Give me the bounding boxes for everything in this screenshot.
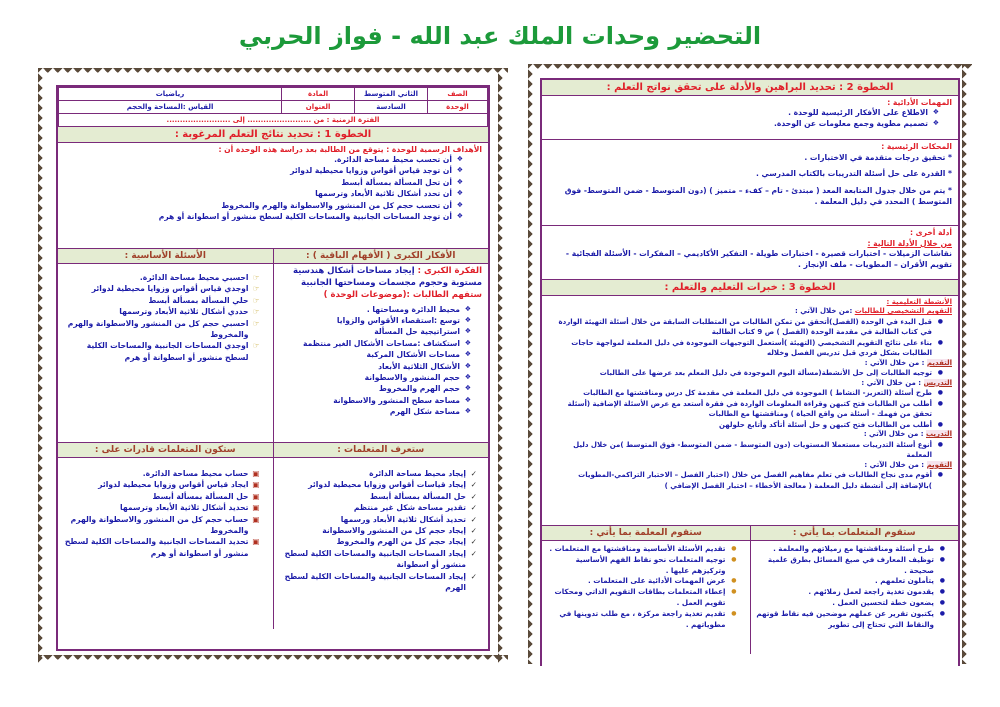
via-text: :من خلال الآتي : (794, 307, 853, 316)
topic-item: ❖ استراتيجية حل المسألة (276, 326, 461, 337)
know-item: ✓ إيجاد حجم كل من المنشور والاسطوانة (278, 525, 467, 536)
topic-item: ❖ حجم المنشور والاسطوانة (276, 372, 461, 383)
diagnostic-label: التقويم التشخيصي للطالبات (854, 307, 952, 316)
big-idea-text: إيجاد مساحات أشكال هندسية مستوية وحجوم مجسمات ومساحتها الجانبية (292, 266, 482, 288)
intro-label: التقديم (926, 358, 952, 367)
know-item: ✓ إيجاد حجم كل من الهرم والمخروط (278, 536, 467, 547)
learners-know-header: ستعرف المتعلمات : (274, 443, 489, 458)
question-item-list (58, 264, 273, 363)
able-item: ▣ حساب حجم كل من المنشور والاسطوانة والهرم والمخروط (64, 514, 249, 537)
topic-item: ❖ حجم الهرم والمخروط (276, 383, 461, 394)
assess-item: ● أقوم مدى نجاح الطالبات في تعلم مفاهيم الفصل من خلال (اختبار الفصل – الاختبار التراكمي-المطويات )بالإضافة إلى أنشطة دليل المعلمة ( معالجة الأخطاء – اختبار الفصل الإضافي ) (550, 470, 932, 491)
know-item: ✓ إيجاد المساحات الجانبية والمساحات الكلية لسطح منشور أو اسطوانة (278, 548, 467, 571)
teach-item-list (548, 388, 952, 430)
able-item-list (58, 458, 273, 559)
able-item: ▣ حساب محيط مساحة الدائرة. (64, 468, 249, 479)
topic-item: ❖ مساحة سطح المنشور والاسطوانة (276, 395, 461, 406)
goal-item: ❖ أن توجد المساحات الجانبية والمساحات الكلية لسطح منشور أو اسطوانة أو هرم (66, 211, 452, 222)
know-item: ✓ إيجاد قياسات أقواس وزوايا محيطية لدوائر (278, 479, 467, 490)
step1-header: الخطوة 1 : تحديد نتائج التعلم المرغوبة : (58, 127, 488, 143)
know-item: ✓ إيجاد المساحات الجانبية والمساحات الكلية لسطح الهرم (278, 571, 467, 594)
learners-know-column (274, 443, 489, 629)
question-item: ☞ حلي المسألة بمسألة أبسط (64, 295, 249, 306)
topic-item: ❖ استكشاف :مساحات الأشكال الغير منتظمة (276, 338, 461, 349)
goal-item: ❖ أن تحدد أشكال ثلاثية الأبعاد وترسمها (66, 188, 452, 199)
other-evidence-label: أدلة أخرى : (909, 228, 952, 237)
step3-header: الخطوة 3 : خبرات التعليم والتعلم : (542, 280, 958, 296)
big-ideas-header: الأفكار الكبرى ( الأفهام الباقية ) : (274, 249, 489, 264)
able-item: ▣ حل المسألة بمسألة أبسط (64, 491, 249, 502)
step2-header: الخطوة 2 : تحديد البراهين والأدلة على تحقق نواتج التعلم : (542, 80, 958, 96)
know-item: ✓ إيجاد محيط مساحة الدائرة (278, 468, 467, 479)
task-item: ❖ تصميم مطوية وجمع معلومات عن الوحدة. (550, 118, 928, 129)
learners-will-column (751, 526, 959, 654)
learner-item: ● يضعون خطة لتحسين العمل . (755, 598, 935, 609)
question-item: ☞ اوجدي المساحات الجانبية والمساحات الكلية لسطح منشور أو اسطوانة أو هرم (64, 340, 249, 363)
via-text: : من خلال الآتي : (864, 460, 925, 469)
learner-item-list (751, 541, 959, 630)
learners-will-header: ستقوم المتعلمات بما يأتي : (751, 526, 959, 541)
diagnostic-item: ● قبل البدء في الوحدة (الفصل)أتحقق من تمكن الطالبات من المتطلبات السابقة من خلال أسئلة التهيئة الواردة في كتاب الطالبة في مقدمة الوحدة (الفصل ) ص 9 كتاب الطالبة (550, 317, 932, 338)
goal-item: ❖ أن تحل المسألة بمسألة أبسط (66, 177, 452, 188)
goals-section (58, 143, 488, 249)
criteria-item: * القدرة على حل أسئلة التدريبات بالكتاب المدرسي . (755, 169, 952, 179)
teacher-will-column (542, 526, 751, 654)
other-evidence-text: نقاشات الزميلات - اختبارات قصيرة - اختبارات طويلة - التفكير الأكاديمي – المفكرات - الأسئلة الفجائية - تقويم الأقران – المطويات - ملف الإنجاز . (565, 249, 952, 269)
topic-value: القياس :المساحة والحجم (59, 101, 282, 114)
teacher-item: ● إعطاء المتعلمات بطاقات التقويم الذاتي ومحكات تقويم العمل . (546, 587, 726, 609)
question-item: ☞ احسبي محيط مساحة الدائرة. (64, 272, 249, 283)
criteria-label: المحكات الرئيسية : (881, 142, 952, 151)
performance-tasks (542, 96, 958, 140)
goal-item-list (64, 154, 482, 222)
question-item: ☞ حددي أشكال ثلاثية الأبعاد وترسمها (64, 306, 249, 317)
know-item: ✓ تحديد أشكال ثلاثية الأبعاد ورسمها (278, 514, 467, 525)
learner-item: ● يقدمون تغذية راجعة لعمل زملائهم . (755, 587, 935, 598)
teacher-item-list (542, 541, 750, 630)
learner-item: ● طرح أسئلة ومناقشتها مع زميلاتهم والمعلمة . (755, 544, 935, 555)
teacher-item: ● توجيه المتعلمات نحو نقاط الفهم الأساسية وتركيزهم عليها . (546, 555, 726, 577)
question-item: ☞ اوجدي قياس أقواس وزوايا محيطية لدوائر (64, 283, 249, 294)
big-idea-label: الفكرة الكبرى : (417, 266, 482, 276)
document-title: التحضير وحدات الملك عبد الله - فواز الحربي (238, 22, 762, 50)
topic-item: ❖ مساحة شكل الهرم (276, 406, 461, 417)
subject-label: المادة (282, 88, 355, 101)
other-evidence (542, 226, 958, 280)
unit-value: السادسة (355, 101, 428, 114)
teacher-item: ● تقديم الأسئلة الأساسية ومناقشتها مع المتعلمات . (546, 544, 726, 555)
train-item-list (548, 440, 952, 461)
know-item: ✓ حل المسألة بمسألة أبسط (278, 491, 467, 502)
able-item: ▣ تحديد المساحات الجانبية والمساحات الكلية لسطح منشور أو اسطوانة أو هرم (64, 536, 249, 559)
topic-item: ❖ مساحات الأشكال المركبة (276, 349, 461, 360)
question-item: ☞ احسبي حجم كل من المنشور والاسطوانة والهرم والمخروط (64, 318, 249, 341)
train-label: التدريب (926, 430, 952, 439)
intro-item: ● توجيه الطالبات إلى حل الأنشطة(مسألة اليوم الموجودة في دليل المعلم بعد عرضها على الطالبات (550, 368, 932, 379)
learners-able-header: ستكون المتعلمات قادرات على : (58, 443, 273, 458)
teach-item: ● أطلب من الطالبات فتح كتبهن وقراءة المعلومات الواردة في فقرة أستعد مع عرض الأسئلة الإضافية (أسئلة تحقق من فهمك - أسئلة من واقع الحياة ) ومناقشتها مع الطالبات (550, 399, 932, 420)
left-page (38, 68, 508, 663)
teach-item: ● طرح أسئلة (التعزيز- النشاط ) الموجودة في دليل المعلمة في مقدمة كل درس ومناقشتها مع الطالبات (550, 388, 932, 399)
able-item: ▣ ايجاد قياس أقواس وزوايا محيطية لدوائر (64, 479, 249, 490)
learner-item: ● يكتبون تقرير عن عملهم موضحين فيه نقاط قوتهم والنقاط التي تحتاج إلى تطوير (755, 609, 935, 631)
topic-item: ❖ توسع :استقصاء الأقواس والزوايا (276, 315, 461, 326)
subject-value: رياضيات (59, 88, 282, 101)
know-item-list (274, 458, 489, 593)
task-item-list (548, 107, 952, 130)
learning-activities (542, 296, 958, 526)
understand-label: ستفهم الطالبات :(موضوعات الوحدة ) (323, 289, 482, 300)
right-page (528, 64, 972, 664)
goals-intro: الأهداف الرسمية للوحدة : يتوقع من الطالبة بعد دراسة هذه الوحدة أن : (218, 145, 482, 154)
teacher-will-header: ستقوم المعلمة بما يأتي : (542, 526, 750, 541)
grade-value: الثاني المتوسط (355, 88, 428, 101)
teach-item: ● أطلب من الطالبات فتح كتبهن و حل أسئلة أتأكد وأتابع حلولهن (550, 420, 932, 431)
know-item: ✓ تقدير مساحة شكل غير منتظم (278, 502, 467, 513)
diagnostic-item: ● بناء على نتائج التقويم التشخيصي (التهيئة )أستعمل التوجيهات الموجودة في دليل المعلمة لمواجهة حاجات الطالبات بشكل فردي قبل تدريس الفصل وخلاله (550, 338, 932, 359)
activities-label: الأنشطة التعليمية : (886, 298, 952, 306)
topic-item: ❖ محيط الدائرة ومساحتها . (276, 304, 461, 315)
assess-label: التقويم (926, 460, 952, 469)
grade-label: الصف (427, 88, 487, 101)
unit-info-table (58, 87, 488, 127)
via-text: : من خلال الآتي : (864, 358, 925, 367)
learners-able-column (58, 443, 274, 629)
topic-label: العنوان (282, 101, 355, 114)
goal-item: ❖ أن توجد قياس أقواس وزوايا محيطية لدوائر (66, 165, 452, 176)
topic-item-list (274, 304, 489, 418)
other-evidence-sub: من خلال الأدلة التالية : (867, 238, 952, 248)
goal-item: ❖ أن تحسب محيط مساحة الدائرة. (66, 154, 452, 165)
able-item: ▣ تحديد أشكال ثلاثية الأبعاد وترسمها (64, 502, 249, 513)
essential-questions-header: الأسئلة الأساسية : (58, 249, 273, 264)
diagnostic-item-list (548, 317, 952, 359)
learner-item: ● توظيف المعارف في صيغ المسائل بطرق علمية صحيحة . (755, 555, 935, 577)
train-item: ● أنوع أسئلة التدريبات مستعملا المستويات (دون المتوسط - ضمن المتوسط- فوق المتوسط )من خلال دليل المعلمة (550, 440, 932, 461)
big-ideas-column (274, 249, 489, 442)
teacher-item: ● عرض المهمات الأدائية على المتعلمات . (546, 576, 726, 587)
topic-item: ❖ الأشكال الثلاثية الأبعاد (276, 361, 461, 372)
via-text: : من خلال الآتي : (861, 378, 922, 387)
assess-item-list (548, 470, 952, 491)
teacher-item: ● تقديم تغذية راجعة مركزة ، مع طلب تدوينها في مطوياتهم . (546, 609, 726, 631)
unit-label: الوحدة (427, 101, 487, 114)
learner-item: ● يتأملون تعلمهم . (755, 576, 935, 587)
task-item: ❖ الاطلاع على الأفكار الرئيسية للوحدة . (550, 107, 928, 118)
via-text: : من خلال الآتي : (863, 430, 924, 439)
teach-label: التدريس (923, 378, 952, 387)
criteria-item-list (548, 153, 952, 208)
goal-item: ❖ أن تحسب حجم كل من المنشور والاسطوانة والهرم والمخروط (66, 200, 452, 211)
tasks-label: المهمات الأدائية : (887, 98, 952, 107)
intro-item-list (548, 368, 952, 379)
criteria-item: * يتم من خلال جدول المتابعة المعد ( مبتدئ - تام – كفء – متميز ) (دون المتوسط - ضمن المتوسط- فوق المتوسط ) المحدد في دليل المعلمة . (564, 185, 952, 206)
essential-questions-column (58, 249, 274, 442)
time-period: الفترة الزمنية : من ........................ إلى ........................ (59, 114, 488, 127)
criteria-item: * تحقيق درجات متقدمة في الاختبارات . (804, 152, 952, 162)
criteria-section (542, 140, 958, 226)
